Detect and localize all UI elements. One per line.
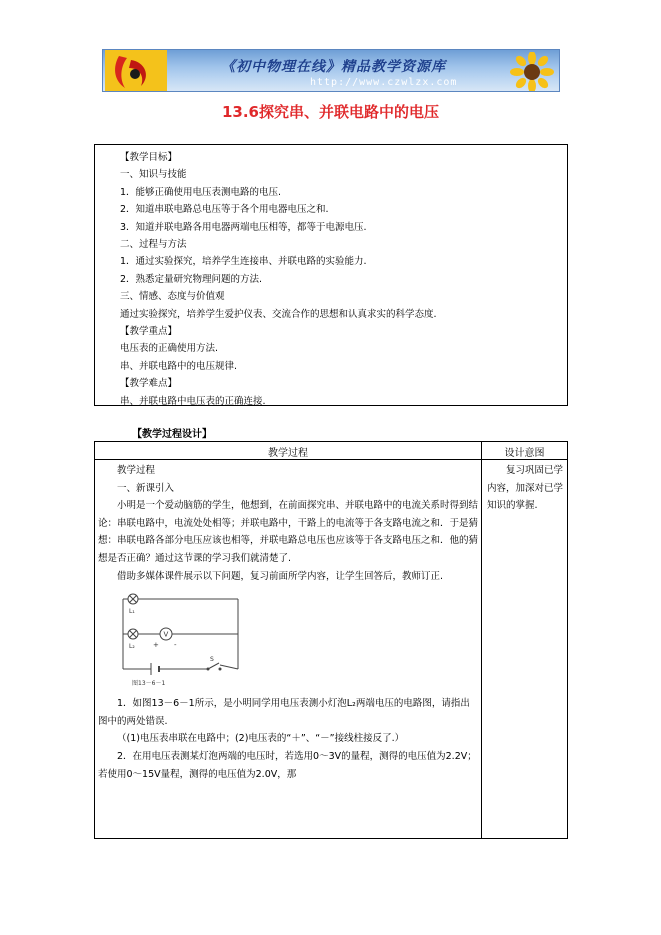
process-cell <box>98 462 478 783</box>
intro-paragraph: 小明是一个爱动脑筋的学生，他想到，在前面探究串、并联电路中的电流关系时得到结论：串联电路中，电流处处相等；并联电路中，干路上的电流等于各支路电流之和．于是猜想：串联电路各部分电压应该也相等，并联电路总电压也应该等于各支路电压之和．他的猜想是否正确？通过这节课的学习我们就清楚了. <box>98 500 479 564</box>
sunflower-icon <box>509 52 555 92</box>
lamp-l1-icon <box>128 594 138 604</box>
objective-line: 【教学难点】 <box>120 378 178 390</box>
process-subheading: 一、新课引入 <box>117 482 175 494</box>
objective-line: 一、知识与技能 <box>120 169 187 181</box>
header-banner <box>102 49 560 92</box>
objective-line: 1．通过实验探究，培养学生连接串、并联电路的实验能力. <box>120 256 367 268</box>
voltmeter-plus-label: + <box>153 641 159 650</box>
column-header-process: 教学过程 <box>268 448 308 459</box>
table-header-row <box>95 442 567 460</box>
battery-icon <box>151 663 159 675</box>
banner-url: http://www.czwlzx.com <box>310 77 458 88</box>
lamp-l2-label: L₂ <box>129 643 135 651</box>
answer-1: （(1)电压表串联在电路中；(2)电压表的“＋”、“－”接线柱接反了.） <box>117 733 405 745</box>
question-1: 1．如图13－6－1所示，是小明同学用电压表测小灯泡L₂两端电压的电路图，请指出图中的两处错误. <box>98 698 470 727</box>
objective-line: 2．知道串联电路总电压等于各个用电器电压之和. <box>120 204 329 216</box>
voltmeter-label: V <box>163 630 169 639</box>
media-paragraph: 借助多媒体课件展示以下问题，复习前面所学内容，让学生回答后，教师订正. <box>117 570 444 582</box>
objectives-box <box>94 144 568 406</box>
figure-caption: 图13－6－1 <box>132 680 166 688</box>
switch-label: S <box>210 656 214 664</box>
objective-line: 2．熟悉定量研究物理问题的方法. <box>120 273 263 285</box>
process-table <box>94 441 568 839</box>
banner-title: 《初中物理在线》精品教学资源库 <box>221 59 446 75</box>
site-logo-icon <box>105 50 167 92</box>
lamp-l2-icon <box>128 629 138 639</box>
objective-line: 1．能够正确使用电压表测电路的电压. <box>120 186 282 198</box>
objective-line: 串、并联电路中电压表的正确连接. <box>120 395 266 407</box>
objective-line: 串、并联电路中的电压规律. <box>120 360 238 372</box>
objective-line: 【教学目标】 <box>120 152 178 163</box>
process-section-title: 【教学过程设计】 <box>132 429 212 440</box>
lamp-l1-label: L₁ <box>129 608 135 616</box>
circuit-diagram <box>98 589 248 689</box>
question-2: 2．在用电压表测某灯泡两端的电压时，若选用0～3V的量程，测得的电压值为2.2V；若使用0～15V量程，测得的电压值为2.0V，那 <box>98 750 477 780</box>
objective-line: 三、情感、态度与价值观 <box>120 291 225 303</box>
objective-line: 【教学重点】 <box>120 326 178 338</box>
page-title: 13.6探究串、并联电路中的电压 <box>221 103 439 121</box>
intent-text: 复习巩固已学内容，加深对已学知识的掌握. <box>487 465 564 512</box>
intent-cell <box>487 462 565 515</box>
column-header-intent: 设计意图 <box>504 448 545 459</box>
objective-line: 二、过程与方法 <box>120 239 187 251</box>
objective-line: 电压表的正确使用方法. <box>120 343 219 355</box>
switch-icon <box>207 663 222 671</box>
voltmeter-minus-label: - <box>174 641 177 650</box>
objective-line: 3．知道并联电路各用电器两端电压相等，都等于电源电压. <box>120 221 367 233</box>
objective-line: 通过实验探究，培养学生爱护仪表、交流合作的思想和认真求实的科学态度. <box>120 308 437 320</box>
process-heading: 教学过程 <box>117 465 156 476</box>
column-divider <box>481 442 482 839</box>
